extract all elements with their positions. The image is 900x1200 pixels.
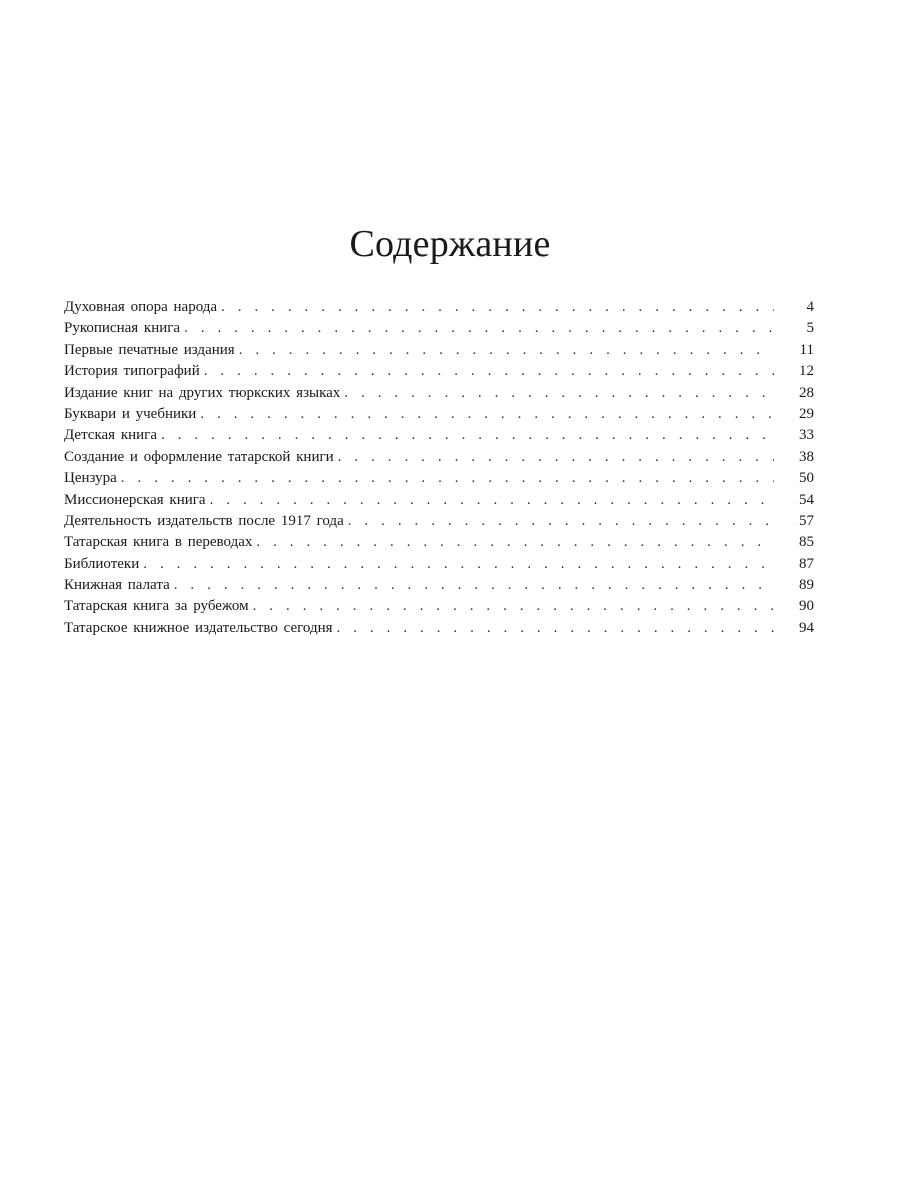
toc-entry[interactable] (64, 297, 814, 318)
toc-dot-leader (256, 532, 774, 553)
toc-entry-title: Книжная палата (64, 577, 170, 594)
toc-dot-leader (253, 596, 774, 617)
toc-entry-title: Первые печатные издания (64, 341, 235, 358)
toc-entry-page: 4 (806, 299, 814, 315)
toc-entry-page: 5 (806, 320, 814, 337)
toc-entry-page: 29 (799, 405, 814, 422)
toc-entry-title: Библиотеки (64, 555, 140, 572)
toc-entry-title: Миссионерская книга (64, 491, 206, 508)
toc-dot-leader (210, 490, 774, 511)
toc-entry[interactable] (64, 340, 814, 361)
toc-entry-page: 85 (799, 534, 814, 551)
toc-entry[interactable] (64, 361, 814, 382)
toc-dot-leader (239, 340, 774, 361)
toc-entry-title: Татарская книга за рубежом (64, 598, 249, 615)
toc-dot-leader (174, 575, 774, 596)
toc-entry-page: 28 (799, 384, 814, 401)
toc-entry[interactable] (64, 383, 814, 404)
toc-entry[interactable] (64, 425, 814, 446)
toc-entry-page: 11 (799, 341, 814, 358)
toc-entry-page: 33 (799, 427, 814, 444)
toc-entry[interactable] (64, 618, 814, 639)
toc-entry[interactable] (64, 447, 814, 468)
toc-entry-title: История типографий (64, 363, 200, 380)
table-of-contents (64, 297, 814, 639)
toc-dot-leader (161, 425, 774, 446)
toc-entry-title: Татарская книга в переводах (64, 534, 253, 551)
toc-dot-leader (143, 554, 774, 575)
toc-dot-leader (344, 383, 774, 404)
toc-dot-leader (204, 361, 774, 382)
toc-entry-page: 12 (799, 363, 814, 380)
toc-entry-page: 54 (799, 491, 814, 508)
toc-entry[interactable] (64, 554, 814, 575)
toc-entry-page: 90 (799, 598, 814, 615)
toc-entry-page: 38 (799, 448, 814, 465)
toc-entry-page: 50 (799, 470, 814, 487)
toc-entry-title: Цензура (64, 470, 117, 487)
toc-entry-page: 89 (799, 577, 814, 594)
page-title: Содержание (349, 223, 551, 265)
toc-entry-title: Создание и оформление татарской книги (64, 448, 334, 465)
toc-entry[interactable] (64, 596, 814, 617)
toc-entry-title: Татарское книжное издательство сегодня (64, 619, 333, 636)
toc-entry-title: Буквари и учебники (64, 405, 197, 422)
toc-dot-leader (121, 468, 774, 489)
toc-entry[interactable] (64, 511, 814, 532)
toc-entry[interactable] (64, 532, 814, 553)
toc-dot-leader (200, 404, 774, 425)
toc-dot-leader (338, 447, 774, 468)
toc-entry-title: Рукописная книга (64, 320, 181, 337)
toc-entry-title: Деятельность издательств после 1917 года (64, 512, 344, 529)
toc-dot-leader (348, 511, 774, 532)
toc-dot-leader (221, 297, 774, 318)
toc-entry-page: 57 (799, 512, 814, 529)
toc-entry[interactable] (64, 468, 814, 489)
toc-entry[interactable] (64, 490, 814, 511)
toc-dot-leader (184, 318, 774, 339)
toc-entry[interactable] (64, 318, 814, 339)
toc-dot-leader (337, 618, 774, 639)
toc-entry[interactable] (64, 575, 814, 596)
toc-entry-title: Детская книга (64, 427, 157, 444)
toc-entry-page: 94 (799, 619, 814, 636)
toc-entry-page: 87 (799, 555, 814, 572)
toc-entry-title: Духовная опора народа (64, 299, 218, 315)
toc-entry-title: Издание книг на других тюркских языках (64, 384, 341, 401)
toc-entry[interactable] (64, 404, 814, 425)
